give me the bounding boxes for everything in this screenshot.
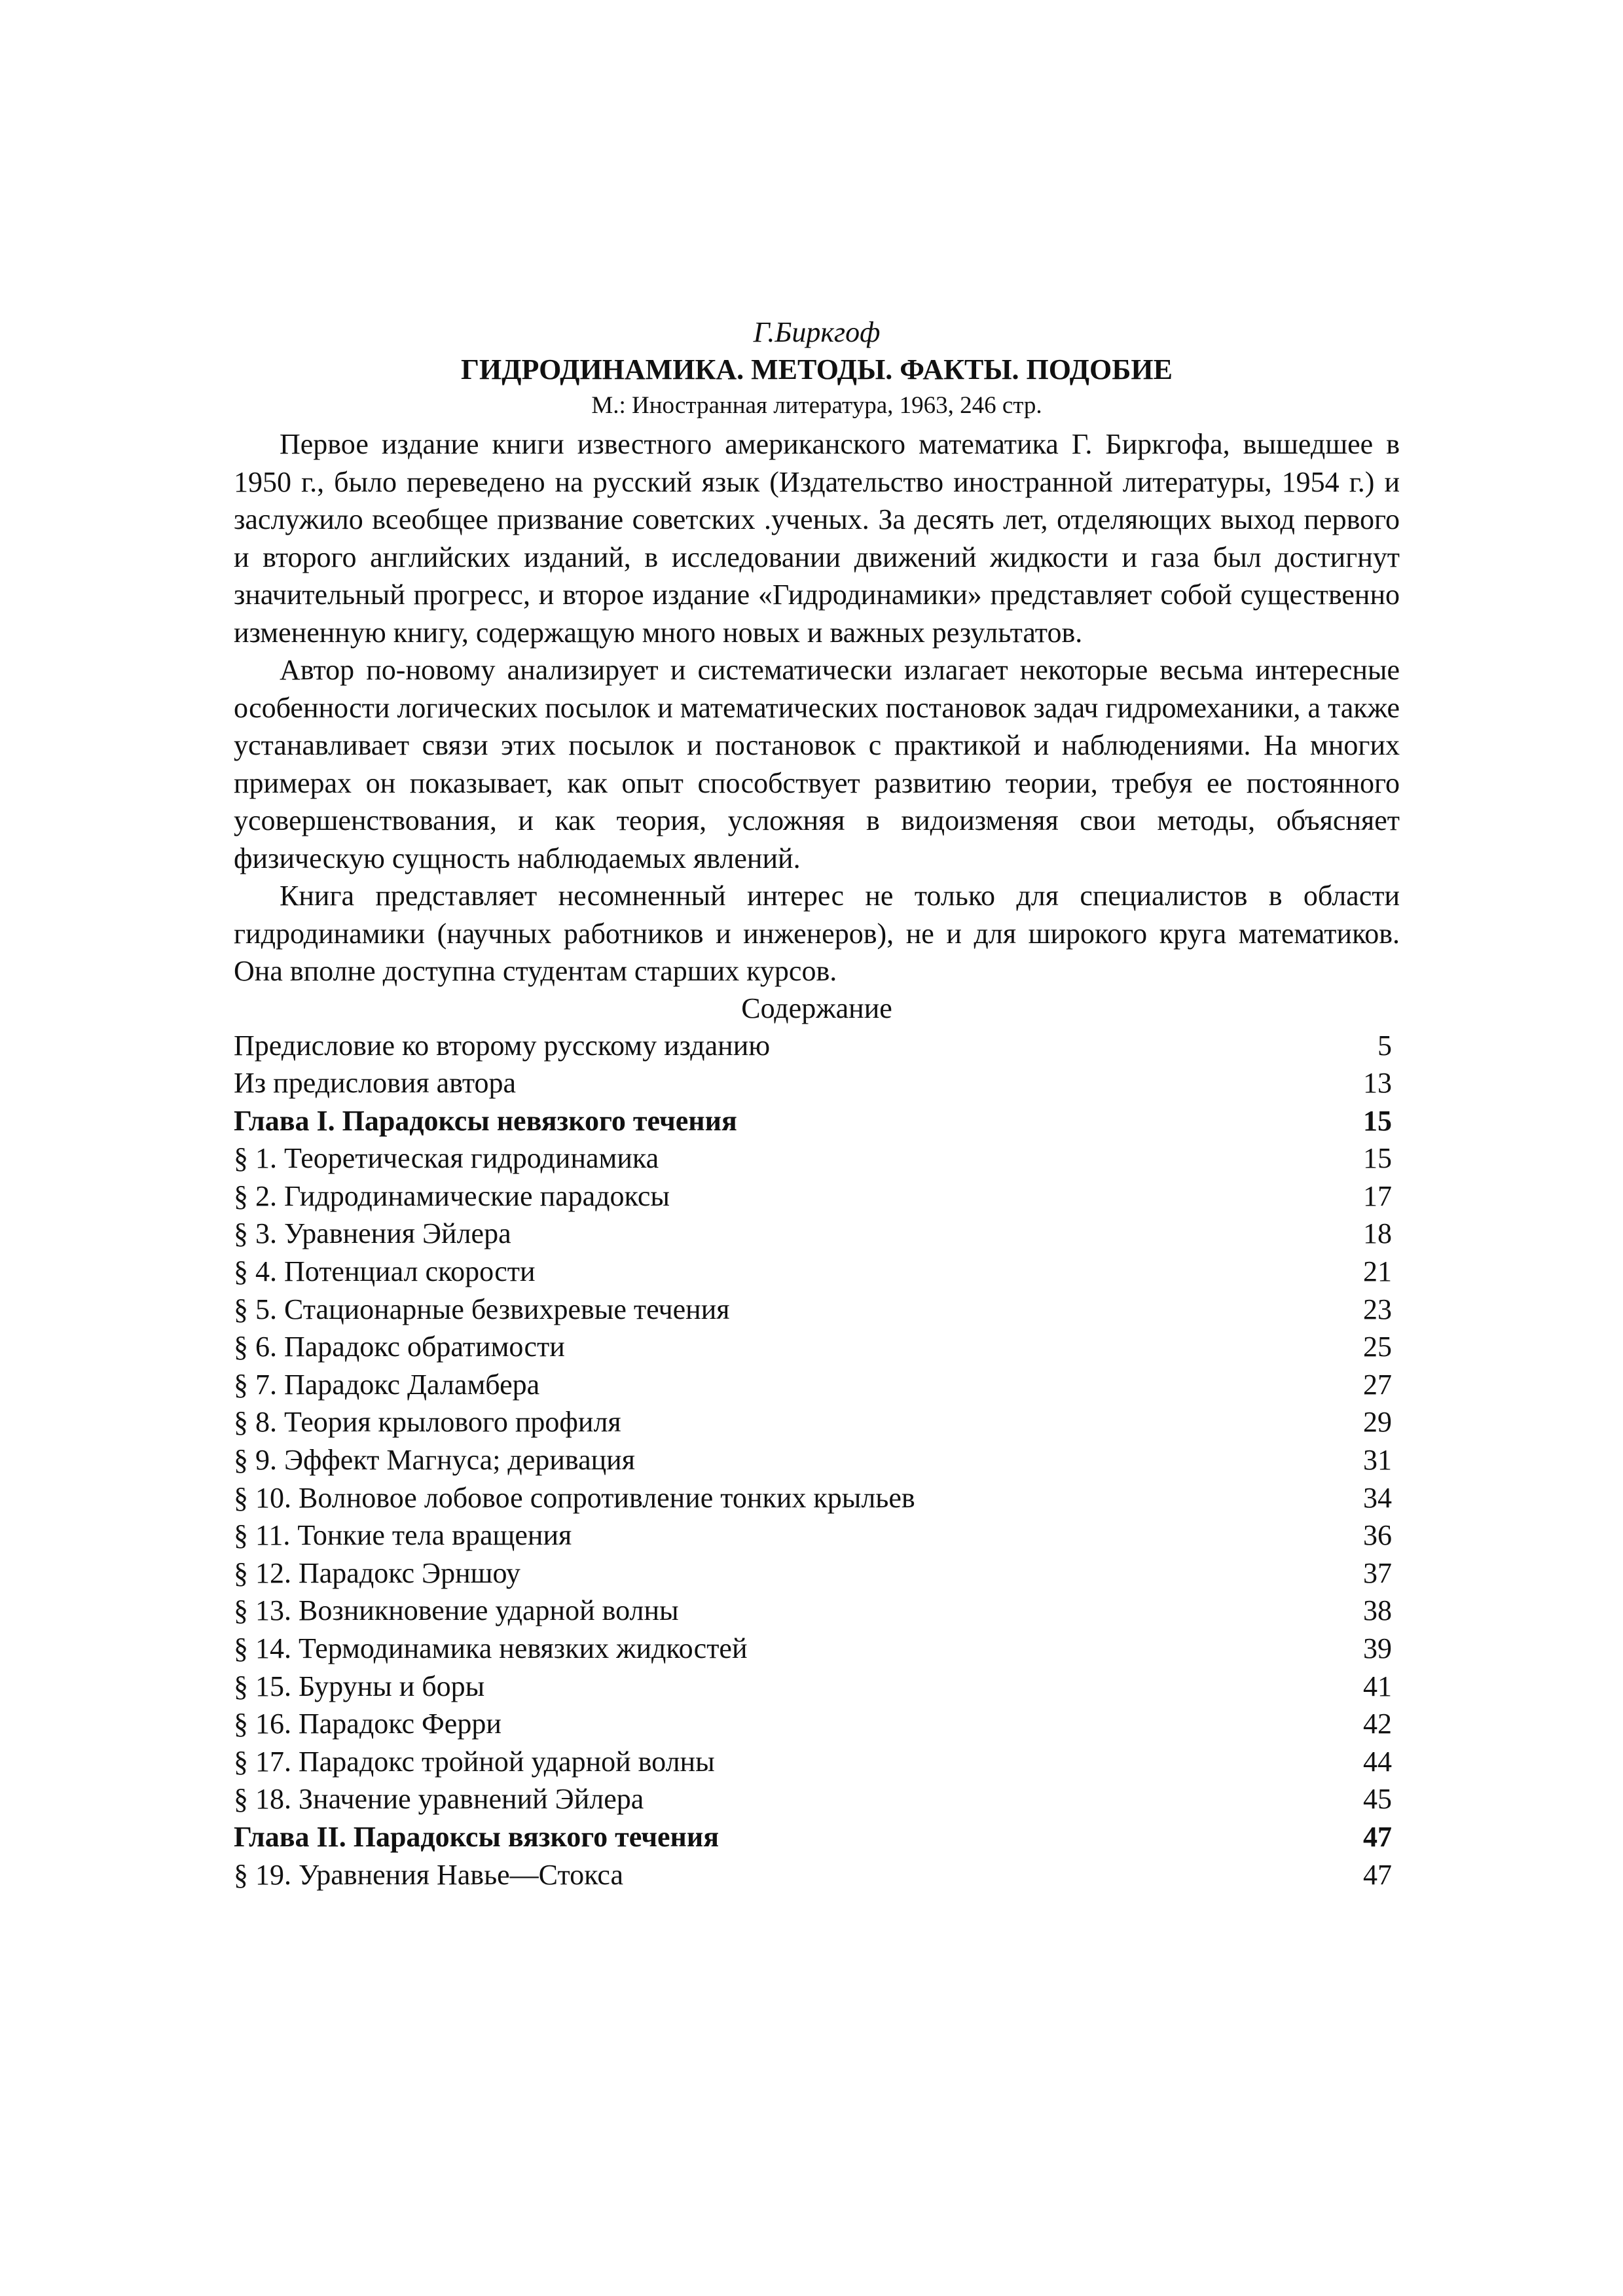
toc-row	[234, 1516, 1400, 1554]
toc-entry-title: § 18. Значение уравнений Эйлера	[234, 1783, 644, 1816]
document-page	[234, 314, 1400, 1893]
annotation-paragraph-2: Автор по-новому анализирует и систематически излагает некоторые весьма интересные особенности логических посылок и математических постановок задач гидромеханики, а также устанавливает связи этих посылок и постановок с практикой и наблюдениями. На многих примерах он показывает, как опыт способствует развитию теории, требуя ее постоянного усовершенствования, и как теория, усложняя в видоизменяя свои методы, объясняет физическую сущность наблюдаемых явлений.	[234, 654, 1400, 874]
toc-page-number: 17	[1363, 1179, 1392, 1212]
toc-page-number: 5	[1377, 1029, 1392, 1062]
toc-page-number: 29	[1363, 1406, 1392, 1439]
toc-entry-title: § 16. Парадокс Ферри	[234, 1708, 501, 1740]
toc-page-number: 38	[1363, 1594, 1392, 1627]
toc-row	[234, 1253, 1400, 1291]
toc-entry-title: § 5. Стационарные безвихревые течения	[234, 1293, 730, 1325]
toc-page-number: 31	[1363, 1444, 1392, 1477]
toc-page-number: 25	[1363, 1331, 1392, 1363]
toc-page-number: 41	[1363, 1670, 1392, 1702]
toc-row	[234, 1328, 1400, 1366]
book-title: ГИДРОДИНАМИКА. МЕТОДЫ. ФАКТЫ. ПОДОБИЕ	[461, 353, 1173, 386]
publication-info: М.: Иностранная литература, 1963, 246 стр.	[591, 392, 1042, 419]
toc-entry-title: § 13. Возникновение ударной волны	[234, 1594, 679, 1627]
table-of-contents	[234, 1027, 1400, 1894]
toc-entry-title: § 9. Эффект Магнуса; деривация	[234, 1444, 635, 1477]
toc-entry-title: § 2. Гидродинамические парадоксы	[234, 1179, 670, 1212]
toc-chapter-row	[234, 1818, 1400, 1856]
toc-page-number: 39	[1363, 1632, 1392, 1664]
toc-page-number: 37	[1363, 1556, 1392, 1589]
toc-page-number: 18	[1363, 1217, 1392, 1250]
toc-row	[234, 1291, 1400, 1329]
toc-row	[234, 1705, 1400, 1743]
toc-page-number: 42	[1363, 1708, 1392, 1740]
toc-entry-title: § 11. Тонкие тела вращения	[234, 1519, 572, 1552]
toc-row	[234, 1743, 1400, 1781]
toc-page-number: 44	[1363, 1745, 1392, 1778]
toc-page-number: 45	[1363, 1783, 1392, 1816]
toc-page-number: 34	[1363, 1481, 1392, 1514]
toc-page-number: 15	[1363, 1142, 1392, 1175]
toc-page-number: 47	[1363, 1820, 1392, 1853]
toc-row	[234, 1441, 1400, 1479]
toc-entry-title: § 7. Парадокс Даламбера	[234, 1368, 540, 1401]
toc-page-number: 15	[1363, 1104, 1392, 1137]
toc-entry-title: § 8. Теория крылового профиля	[234, 1406, 621, 1439]
toc-entry-title: § 19. Уравнения Навье—Стокса	[234, 1858, 623, 1891]
toc-row	[234, 1215, 1400, 1253]
toc-row	[234, 1592, 1400, 1630]
toc-page-number: 13	[1363, 1067, 1392, 1100]
toc-row	[234, 1139, 1400, 1177]
toc-entry-title: § 15. Буруны и боры	[234, 1670, 485, 1702]
toc-row	[234, 1177, 1400, 1215]
toc-page-number: 47	[1363, 1858, 1392, 1891]
toc-entry-title: Из предисловия автора	[234, 1067, 517, 1100]
toc-entry-title: § 1. Теоретическая гидродинамика	[234, 1142, 659, 1175]
annotation-paragraph-3: Книга представляет несомненный интерес не только для специалистов в области гидродинамики (научных работников и инженеров), не и для широкого круга математиков. Она вполне доступна студентам старших курсов.	[234, 880, 1400, 987]
author-name: Г.Биркгоф	[753, 316, 881, 348]
toc-entry-title: § 3. Уравнения Эйлера	[234, 1217, 511, 1250]
toc-row	[234, 1856, 1400, 1894]
toc-row	[234, 1064, 1400, 1102]
toc-entry-title: § 12. Парадокс Эрншоу	[234, 1556, 520, 1589]
toc-row	[234, 1403, 1400, 1441]
toc-entry-title: § 17. Парадокс тройной ударной волны	[234, 1745, 715, 1778]
toc-entry-title: § 10. Волновое лобовое сопротивление тонких крыльев	[234, 1481, 915, 1514]
toc-entry-title: § 6. Парадокс обратимости	[234, 1331, 565, 1363]
toc-chapter-row	[234, 1102, 1400, 1140]
toc-page-number: 36	[1363, 1519, 1392, 1552]
toc-row	[234, 1630, 1400, 1668]
toc-entry-title: Глава II. Парадоксы вязкого течения	[234, 1820, 720, 1853]
toc-row	[234, 1780, 1400, 1818]
toc-row	[234, 1479, 1400, 1517]
toc-page-number: 27	[1363, 1368, 1392, 1401]
toc-row	[234, 1027, 1400, 1065]
toc-row	[234, 1668, 1400, 1706]
annotation-paragraph-1: Первое издание книги известного американского математика Г. Биркгофа, вышедшее в 1950 г., было переведено на русский язык (Издательство иностранной литературы, 1954 г.) и заслужило всеобщее призвание советских .ученых. За десять лет, отделяющих выход первого и второго английских изданий, в исследовании движений жидкости и газа был достигнут значительный прогресс, и второе издание «Гидродинамики» представляет собой существенно измененную книгу, содержащую много новых и важных результатов.	[234, 428, 1400, 649]
toc-page-number: 21	[1363, 1255, 1392, 1288]
toc-row	[234, 1554, 1400, 1592]
toc-row	[234, 1366, 1400, 1404]
toc-entry-title: § 4. Потенциал скорости	[234, 1255, 536, 1288]
toc-page-number: 23	[1363, 1293, 1392, 1325]
toc-entry-title: Глава I. Парадоксы невязкого течения	[234, 1104, 737, 1137]
toc-entry-title: § 14. Термодинамика невязких жидкостей	[234, 1632, 748, 1664]
contents-heading: Содержание	[741, 992, 892, 1024]
toc-entry-title: Предисловие ко второму русскому изданию	[234, 1029, 771, 1062]
